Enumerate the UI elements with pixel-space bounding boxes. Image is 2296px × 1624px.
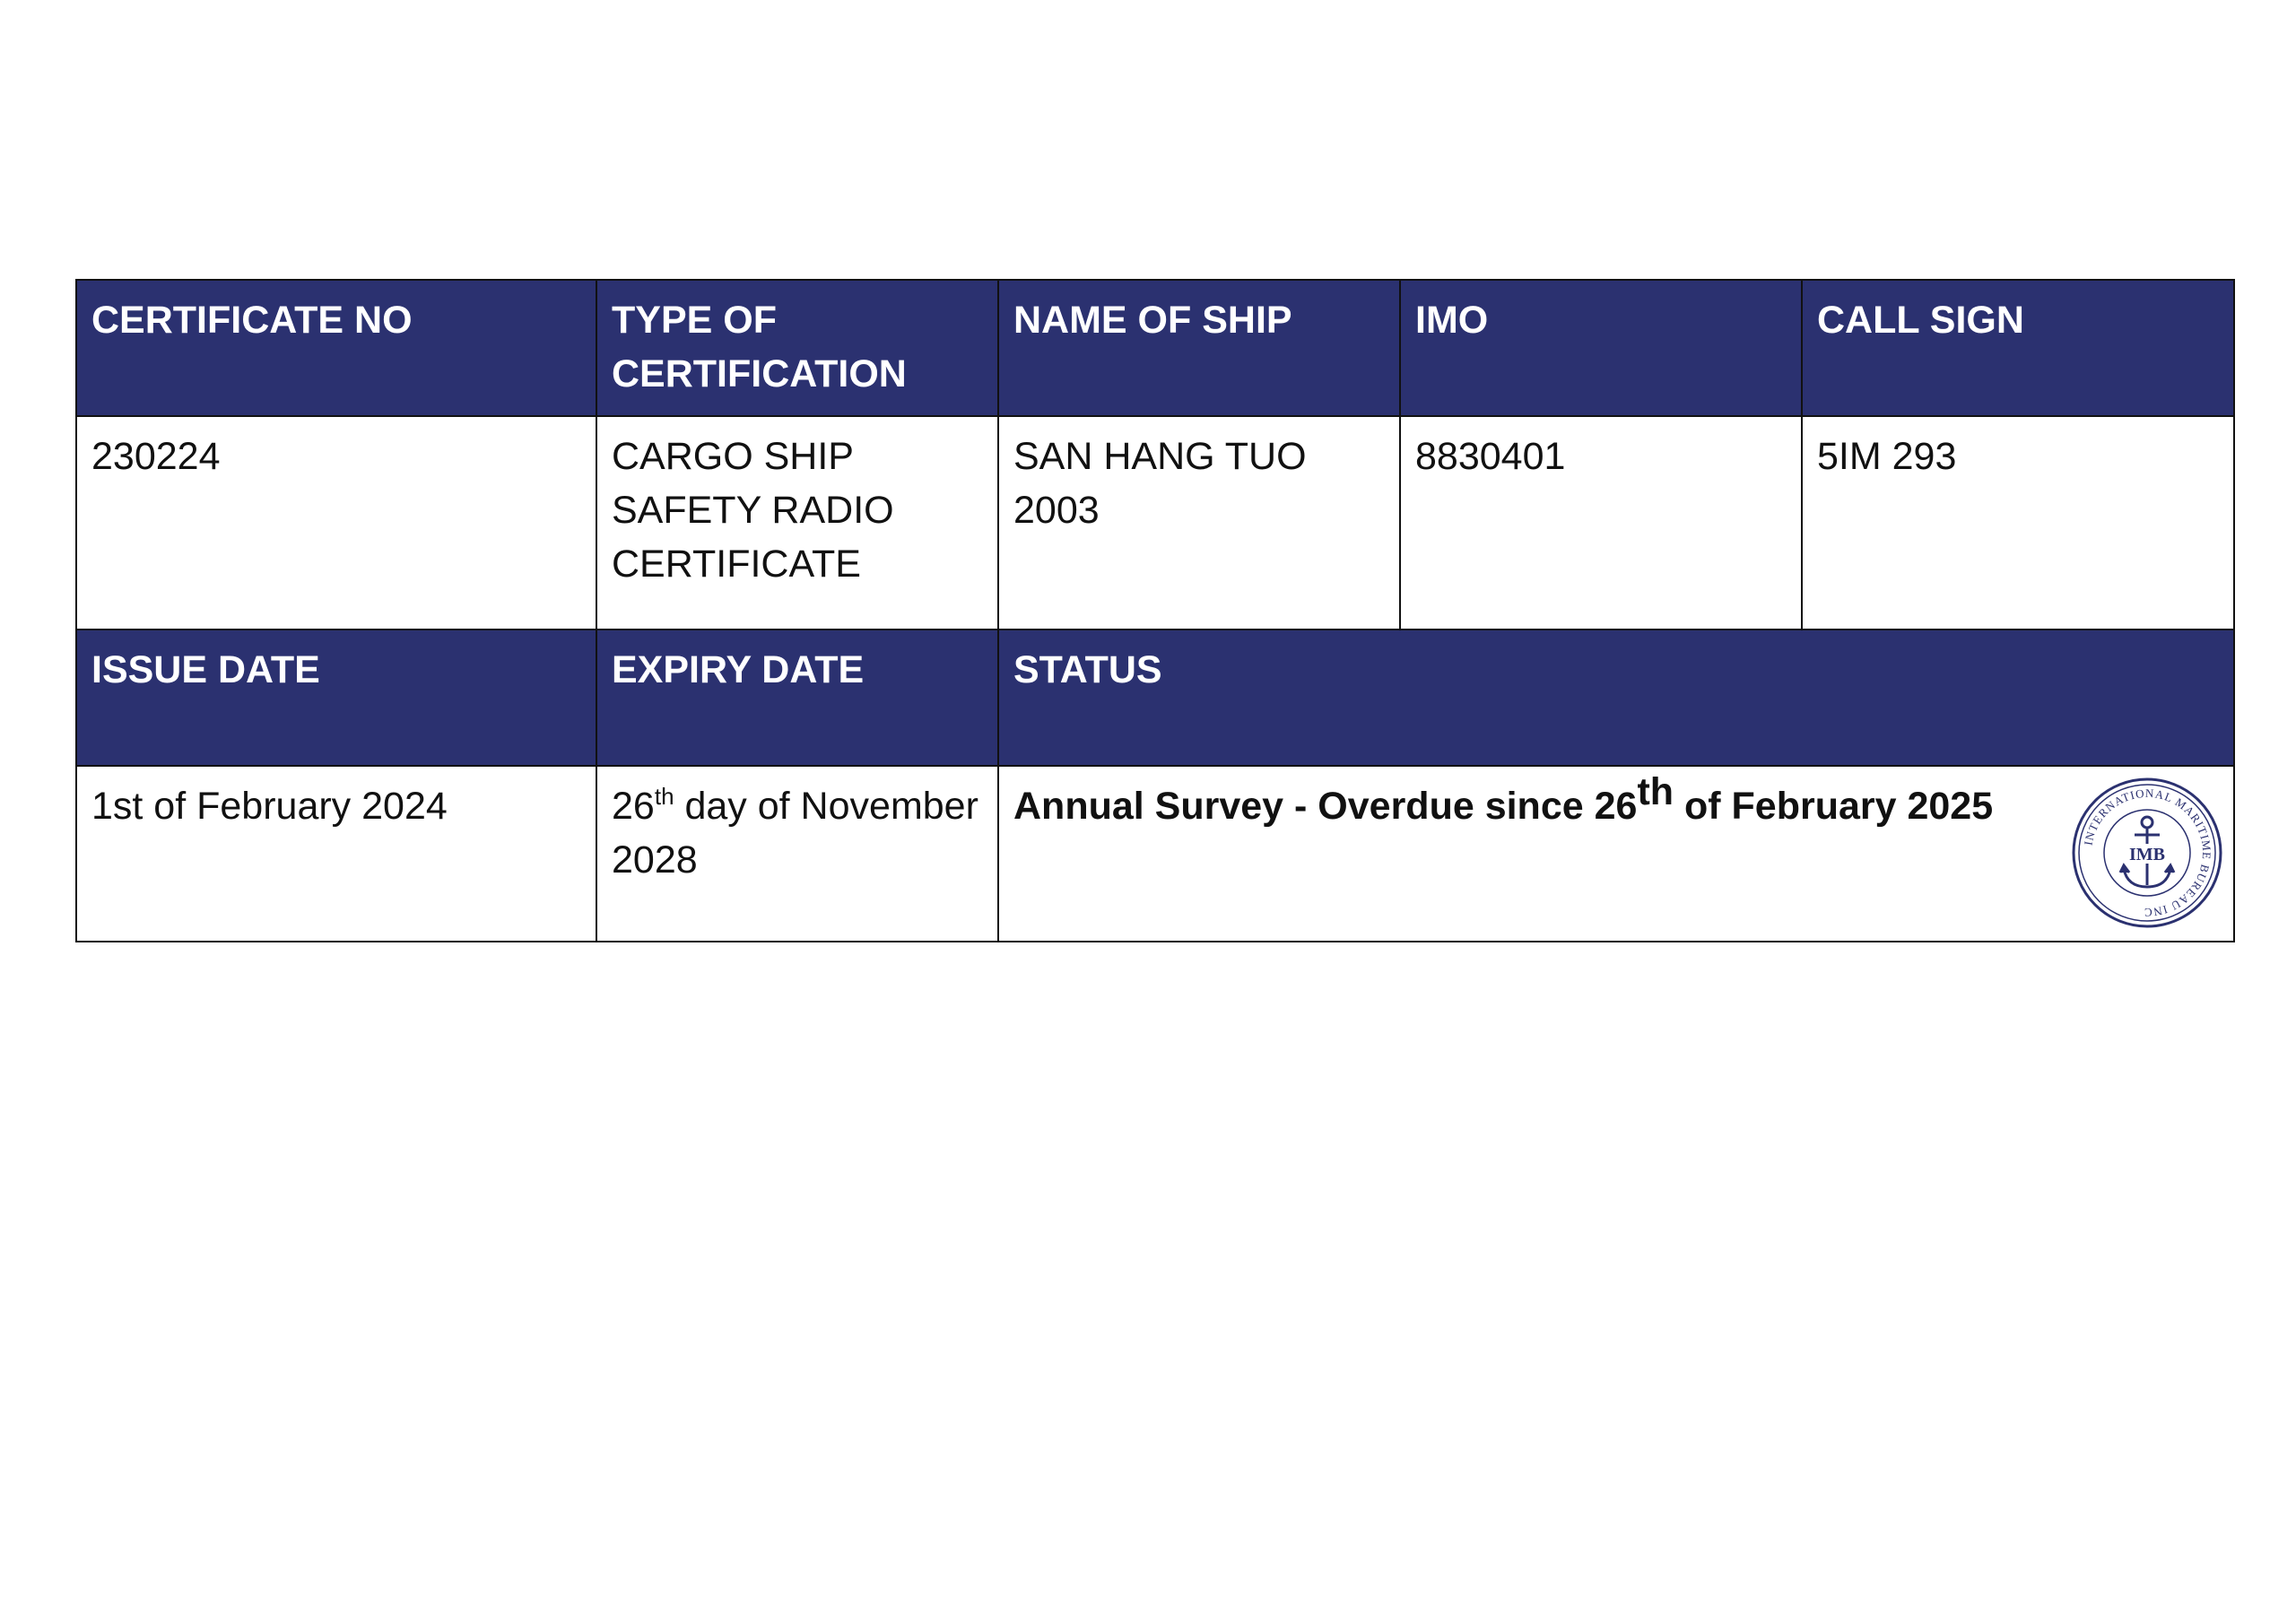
svg-text:INTERNATIONAL MARITIME BUREAU: INTERNATIONAL MARITIME BUREAU INC (2081, 786, 2214, 920)
issue-date-header: ISSUE DATE (76, 630, 596, 766)
expiry-date-value (596, 766, 998, 942)
imo-header: IMO (1400, 280, 1802, 416)
status-day-suffix: th (1637, 770, 1674, 813)
status-text-after: of February 2025 (1674, 785, 1994, 828)
header-row-1 (76, 280, 2234, 416)
name-of-ship-header: NAME OF SHIP (998, 280, 1400, 416)
values-row-1 (76, 416, 2234, 630)
certificate-no-header: CERTIFICATE NO (76, 280, 596, 416)
status-value (998, 766, 2234, 942)
certificate-no-value: 230224 (76, 416, 596, 630)
expiry-date-header: EXPIRY DATE (596, 630, 998, 766)
expiry-day: 26 (612, 785, 655, 828)
expiry-date-rest: day of November 2028 (612, 785, 978, 881)
values-row-2 (76, 766, 2234, 942)
imb-seal-stamp (2070, 776, 2224, 930)
status-text-before: Annual Survey - Overdue since 26 (1013, 785, 1638, 828)
svg-text:IMB: IMB (2129, 845, 2165, 864)
type-of-certification-header: TYPE OF CERTIFICATION (596, 280, 998, 416)
call-sign-header: CALL SIGN (1802, 280, 2234, 416)
status-header: STATUS (998, 630, 2234, 766)
name-of-ship-value: SAN HANG TUO 2003 (998, 416, 1400, 630)
expiry-day-suffix: th (654, 783, 674, 810)
header-row-2 (76, 630, 2234, 766)
call-sign-value: 5IM 293 (1802, 416, 2234, 630)
certificate-table (75, 279, 2235, 942)
imo-value: 8830401 (1400, 416, 1802, 630)
issue-date-value: 1st of February 2024 (76, 766, 596, 942)
type-of-certification-value: CARGO SHIP SAFETY RADIO CERTIFICATE (596, 416, 998, 630)
